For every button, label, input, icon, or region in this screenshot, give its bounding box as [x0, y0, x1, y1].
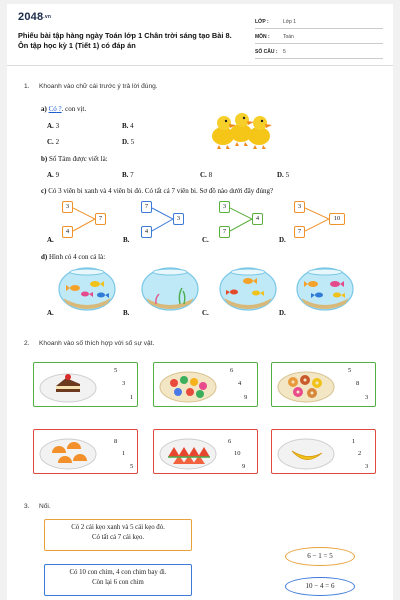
- watermelon-plate-image: [158, 433, 220, 471]
- brand-logo[interactable]: 2048.vn: [18, 11, 52, 23]
- meta-row-subject: [255, 29, 383, 44]
- option-b-D[interactable]: D. 5: [277, 171, 290, 179]
- question-c: c) Có 3 viên bi xanh và 4 viên bi đỏ. Có tất cả 7 viên bi. Sơ đồ nào dưới đây đúng?: [41, 187, 274, 195]
- banana-plate-image: [276, 433, 338, 471]
- worksheet-meta: [255, 14, 383, 59]
- plate-number[interactable]: 3: [365, 394, 369, 401]
- plate-box: [271, 429, 376, 474]
- diagram-total-box: 10: [329, 213, 345, 225]
- diagram-connector: [230, 206, 252, 234]
- donuts-plate-image: [276, 366, 338, 404]
- diagram-part-box: 7: [219, 226, 230, 238]
- option-b-C[interactable]: C. 8: [200, 171, 213, 179]
- match-right-item-1[interactable]: 6 − 1 = 5: [285, 547, 355, 566]
- diagram-total-box: 4: [252, 213, 263, 225]
- plate-number[interactable]: 3: [122, 380, 126, 387]
- plate-box: [271, 362, 376, 407]
- diagram-letter: C.: [202, 236, 209, 244]
- plate-number[interactable]: 5: [348, 367, 352, 374]
- plate-box: [153, 429, 258, 474]
- section-1-title: 1. Khoanh vào chữ cái trước ý trả lời đúng.: [24, 83, 158, 90]
- diagram-letter: B.: [123, 236, 130, 244]
- option-d-B[interactable]: B.: [123, 309, 130, 317]
- meta-value: 5: [283, 49, 286, 55]
- question-b: b) Số Tám được viết là:: [41, 155, 108, 163]
- plate-box: [33, 429, 138, 474]
- option-a-B[interactable]: B. 4: [122, 122, 134, 130]
- fishbowl-option-A-image[interactable]: [57, 266, 117, 314]
- plate-number[interactable]: 5: [114, 367, 118, 374]
- fishbowl-option-B-image[interactable]: [140, 266, 200, 314]
- diagram-letter: A.: [47, 236, 54, 244]
- section-2-title: 2. Khoanh vào số thích hợp với số sự vật.: [24, 340, 155, 347]
- diagram-part-box: 7: [294, 226, 305, 238]
- oranges-plate-image: [38, 433, 100, 471]
- plate-box: [33, 362, 138, 407]
- section-3-title: 3. Nối.: [24, 503, 51, 510]
- diagram-connector: [73, 206, 95, 234]
- option-a-D[interactable]: D. 5: [122, 138, 135, 146]
- meta-key: MÔN :: [255, 34, 270, 40]
- plate-number[interactable]: 5: [130, 463, 134, 470]
- match-left-line: Còn lại 6 con chim: [92, 579, 144, 586]
- plate-number[interactable]: 1: [352, 438, 356, 445]
- match-left-item-1[interactable]: [44, 519, 192, 551]
- plate-number[interactable]: 10: [234, 450, 241, 457]
- match-left-line: Có 10 con chim, 4 con chim bay đi.: [69, 569, 167, 576]
- option-a-C[interactable]: C. 2: [47, 138, 60, 146]
- option-b-B[interactable]: B. 7: [122, 171, 134, 179]
- plate-number[interactable]: 3: [365, 463, 369, 470]
- diagram-letter: D.: [279, 236, 286, 244]
- plate-number[interactable]: 9: [244, 394, 248, 401]
- match-left-line: Có 2 cái kẹo xanh và 5 cái kẹo đỏ.: [71, 524, 165, 531]
- match-right-item-2[interactable]: 10 − 4 = 6: [285, 577, 355, 596]
- meta-row-class: [255, 14, 383, 29]
- meta-value: Lớp 1: [283, 19, 297, 25]
- meta-key: SỐ CÂU :: [255, 49, 278, 55]
- plate-number[interactable]: 8: [114, 438, 118, 445]
- match-left-item-2[interactable]: [44, 564, 192, 596]
- plate-number[interactable]: 1: [122, 450, 126, 457]
- diagram-connector: [305, 206, 329, 234]
- diagram-connector: [152, 206, 174, 234]
- plate-number[interactable]: 2: [358, 450, 362, 457]
- diagram-part-box: 3: [219, 201, 230, 213]
- fishbowl-option-D-image[interactable]: [295, 266, 355, 314]
- plate-number[interactable]: 9: [242, 463, 246, 470]
- diagram-total-box: 7: [95, 213, 106, 225]
- worksheet-title: Phiếu bài tập hàng ngày Toán lớp 1 Chân trời sáng tạo Bài 8. Ôn tập học kỳ 1 (Tiết 1) có đáp án: [18, 31, 232, 50]
- meta-key: LỚP :: [255, 19, 269, 25]
- plate-number[interactable]: 6: [228, 438, 232, 445]
- diagram-part-box: 4: [141, 226, 152, 238]
- plate-number[interactable]: 1: [130, 394, 134, 401]
- cake-plate-image: [38, 366, 100, 404]
- plate-number[interactable]: 8: [356, 380, 360, 387]
- plate-box: [153, 362, 258, 407]
- worksheet-page: [7, 4, 393, 600]
- question-d: d) Hình có 4 con cá là:: [41, 253, 106, 261]
- meta-value: Toán: [283, 34, 294, 40]
- option-d-A[interactable]: A.: [47, 309, 54, 317]
- meta-row-count: [255, 44, 383, 59]
- diagram-part-box: 4: [62, 226, 73, 238]
- match-left-line: Có tất cả 7 cái kẹo.: [91, 534, 145, 541]
- option-d-C[interactable]: C.: [202, 309, 209, 317]
- diagram-part-box: 3: [62, 201, 73, 213]
- plate-number[interactable]: 4: [238, 380, 242, 387]
- option-b-A[interactable]: A. 9: [47, 171, 60, 179]
- diagram-total-box: 3: [173, 213, 184, 225]
- fishbowl-option-C-image[interactable]: [218, 266, 278, 314]
- candies-plate-image: [158, 366, 220, 404]
- diagram-part-box: 3: [294, 201, 305, 213]
- duck-icon: [248, 116, 272, 149]
- diagram-part-box: 7: [141, 201, 152, 213]
- ducks-illustration: [207, 108, 279, 150]
- plate-number[interactable]: 6: [230, 367, 234, 374]
- question-a: a) Có ?. con vịt.: [41, 105, 87, 113]
- option-a-A[interactable]: A. 3: [47, 122, 60, 130]
- option-d-D[interactable]: D.: [279, 309, 286, 317]
- worksheet-header: [7, 4, 393, 66]
